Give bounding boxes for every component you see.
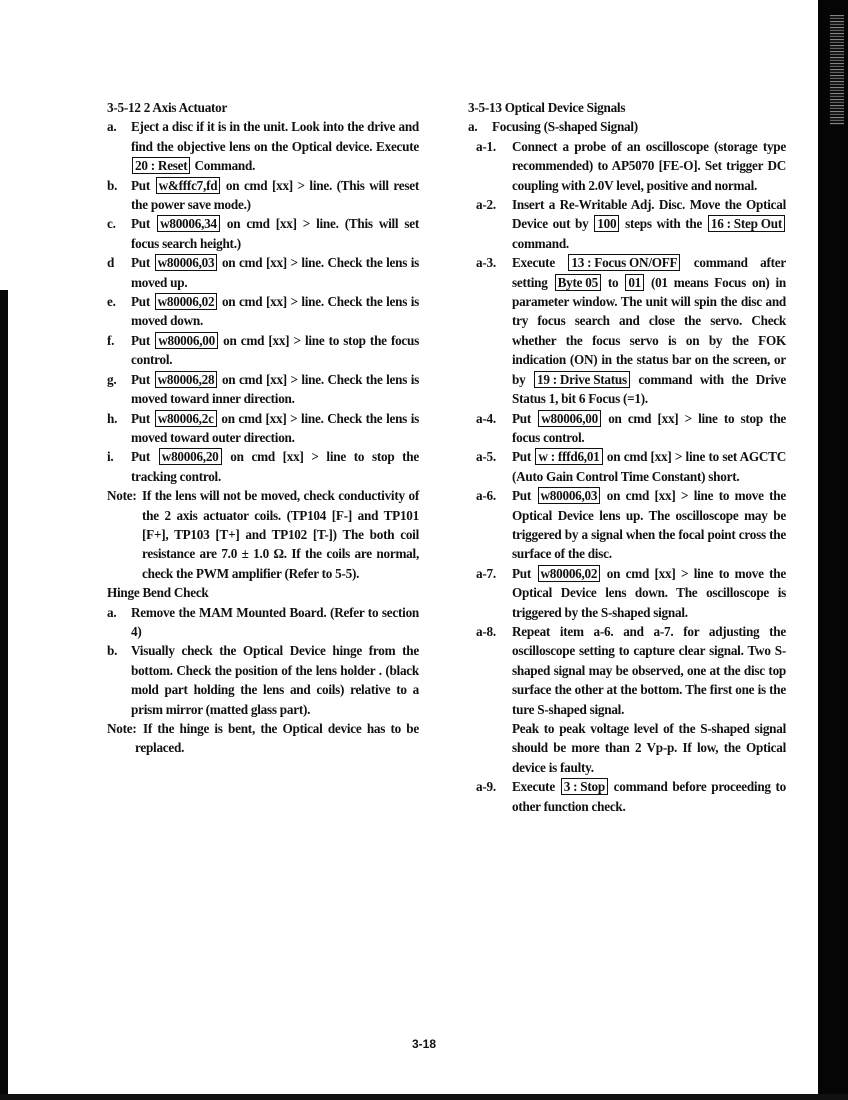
command-box: w80006,00 <box>538 410 601 427</box>
item-text: Visually check the Optical Device hinge from the bottom. Check the position of the lens holder . (black mold part holding the lens and coils) relative to a prism mirror (matted glass part). <box>131 643 419 717</box>
note-text: If the lens will not be moved, check conductivity of the 2 axis actuator coils. (TP104 [F-] and TP101 [F+], TP103 [T+] and TP102 [T-]) The both coil resistance are 7.0 ± 1.0 Ω. If the coils are normal, check the PWM amplifier (Refer to 5-5). <box>142 488 419 581</box>
step-text: Put w : fffd6,01 on cmd [xx] > line to set AGCTC (Auto Gain Control Time Constant) short. <box>512 449 786 484</box>
command-box: 3 : Stop <box>561 778 608 795</box>
command-box: 16 : Step Out <box>708 215 785 232</box>
list-item <box>107 214 419 253</box>
scan-border-bottom <box>0 1094 848 1100</box>
item-text: Put w80006,00 on cmd [xx] > line to stop the focus control. <box>131 332 419 368</box>
actuator-steps-list <box>107 117 419 486</box>
command-box: w&fffc7,fd <box>156 177 221 194</box>
step-text: Connect a probe of an oscilloscope (storage type recommended) to AP5070 [FE-O]. Set trigger DC coupling with 2.0V level, positive and normal. <box>512 138 786 193</box>
step-label: a-4. <box>476 410 496 426</box>
focusing-steps-list <box>468 137 786 816</box>
list-item <box>107 253 419 292</box>
list-item <box>107 292 419 331</box>
step-extra-text: Peak to peak voltage level of the S-shaped signal should be more than 2 Vp-p. If low, the Optical device is faulty. <box>512 721 786 775</box>
step-label: a-6. <box>476 488 496 504</box>
step-item <box>468 622 786 777</box>
note-conductivity <box>107 486 419 583</box>
step-item <box>468 777 786 816</box>
step-label: a-9. <box>476 779 496 795</box>
item-label: e. <box>107 294 116 310</box>
step-text: Insert a Re-Writable Adj. Disc. Move the Optical Device out by 100 steps with the 16 : Step Out command. <box>512 197 786 251</box>
item-label: f. <box>107 332 115 348</box>
step-label: a-8. <box>476 623 496 639</box>
step-label: a-7. <box>476 565 496 581</box>
item-label: c. <box>107 216 116 232</box>
step-item <box>468 195 786 253</box>
page-number: 3-18 <box>411 1037 437 1051</box>
scan-noise <box>830 15 844 125</box>
item-text: Put w80006,02 on cmd [xx] > line. Check the lens is moved down. <box>131 294 420 329</box>
subsection-title-hinge-bend-check: Hinge Bend Check <box>107 585 209 601</box>
list-item <box>107 370 419 409</box>
list-item <box>107 409 419 448</box>
step-text: Put w80006,03 on cmd [xx] > line to move the Optical Device lens up. The oscilloscope may be triggered by a signal when the focal point cross the surface of the disc. <box>512 488 786 562</box>
step-text: Execute 3 : Stop command before proceeding to other function check. <box>512 779 786 814</box>
step-text: Execute 13 : Focus ON/OFF command after setting Byte 05 to 01 (01 means Focus on) in parameter window. The unit will spin the disc and try focus search and close the servo. Check whether the focus servo is on by the FOK indication (ON) in the status bar on the screen, or by 19 : Drive Status command with the Drive Status 1, bit 6 Focus (=1). <box>512 255 786 407</box>
list-item <box>107 176 419 215</box>
item-label: a. <box>107 604 117 620</box>
command-box: 13 : Focus ON/OFF <box>568 254 680 271</box>
command-box: w80006,03 <box>538 487 601 504</box>
left-column <box>107 98 419 758</box>
subsection-focusing <box>468 117 786 136</box>
step-label: a-3. <box>476 255 496 271</box>
item-text: Remove the MAM Mounted Board. (Refer to section 4) <box>131 604 419 639</box>
step-text: Put w80006,02 on cmd [xx] > line to move the Optical Device lens down. The oscilloscope is triggered by the S-shaped signal. <box>512 565 786 620</box>
subsection-title-focusing: Focusing (S-shaped Signal) <box>492 119 638 135</box>
subsection-label: a. <box>468 119 478 135</box>
right-column <box>468 98 786 816</box>
step-item <box>468 486 786 564</box>
scan-border-left <box>0 290 8 1100</box>
command-box: w80006,2c <box>155 410 217 427</box>
command-box: w80006,28 <box>155 371 218 388</box>
item-label: g. <box>107 371 117 387</box>
command-box: w80006,00 <box>155 332 218 349</box>
list-item <box>107 447 419 486</box>
item-label: h. <box>107 410 118 426</box>
item-text: Put w80006,34 on cmd [xx] > line. (This will set focus search height.) <box>131 216 420 251</box>
note-hinge-replace <box>107 719 419 758</box>
list-item <box>107 331 419 370</box>
item-label: b. <box>107 643 118 659</box>
command-box: w80006,20 <box>159 448 222 465</box>
step-item <box>468 137 786 195</box>
command-box: w80006,02 <box>155 293 218 310</box>
section-title-optical-device-signals: 3-5-13 Optical Device Signals <box>468 100 626 115</box>
section-title-2-axis-actuator: 3-5-12 2 Axis Actuator <box>107 100 228 115</box>
item-text: Put w80006,20 on cmd [xx] > line to stop the tracking control. <box>131 449 419 484</box>
item-label: d <box>107 255 115 271</box>
item-text: Eject a disc if it is in the unit. Look into the drive and find the objective lens on the Optical device. Execute 20 : Reset Command. <box>131 119 419 174</box>
note-text: If the hinge is bent, the Optical device has to be replaced. <box>135 721 419 756</box>
step-item <box>468 253 786 408</box>
step-item <box>468 564 786 622</box>
item-text: Put w80006,28 on cmd [xx] > line. Check the lens is moved toward inner direction. <box>131 371 420 407</box>
item-label: a. <box>107 119 117 135</box>
item-label: b. <box>107 177 118 193</box>
item-text: Put w80006,03 on cmd [xx] > line. Check the lens is moved up. <box>131 255 420 290</box>
note-label: Note: <box>107 488 137 504</box>
step-label: a-5. <box>476 449 496 465</box>
list-item <box>107 603 419 642</box>
command-box: 100 <box>594 215 619 232</box>
command-box: w80006,02 <box>538 565 601 582</box>
command-box: 01 <box>625 274 644 291</box>
command-box: 19 : Drive Status <box>534 371 630 388</box>
command-box: 20 : Reset <box>132 157 190 174</box>
step-item <box>468 447 786 486</box>
step-label: a-2. <box>476 197 496 213</box>
item-text: Put w&fffc7,fd on cmd [xx] > line. (This will reset the power save mode.) <box>131 177 419 213</box>
item-label: i. <box>107 449 114 465</box>
command-box: w80006,03 <box>155 254 218 271</box>
note-label: Note: <box>107 721 137 736</box>
list-item <box>107 641 419 719</box>
step-label: a-1. <box>476 138 496 154</box>
step-item <box>468 409 786 448</box>
list-item <box>107 117 419 175</box>
hinge-steps-list <box>107 603 419 719</box>
command-box: w80006,34 <box>157 215 220 232</box>
scan-border-right <box>818 0 848 1100</box>
command-box: Byte 05 <box>555 274 601 291</box>
item-text: Put w80006,2c on cmd [xx] > line. Check the lens is moved toward outer direction. <box>131 410 419 445</box>
step-text: Repeat item a-6. and a-7. for adjusting the oscilloscope setting to capture clear signal. Two S-shaped signal may be observed, one at the disc top surface the other at the bottom. The first one is the ture S-shaped signal. <box>512 623 786 717</box>
step-text: Put w80006,00 on cmd [xx] > line to stop the focus control. <box>512 410 787 445</box>
command-box: w : fffd6,01 <box>535 448 602 465</box>
